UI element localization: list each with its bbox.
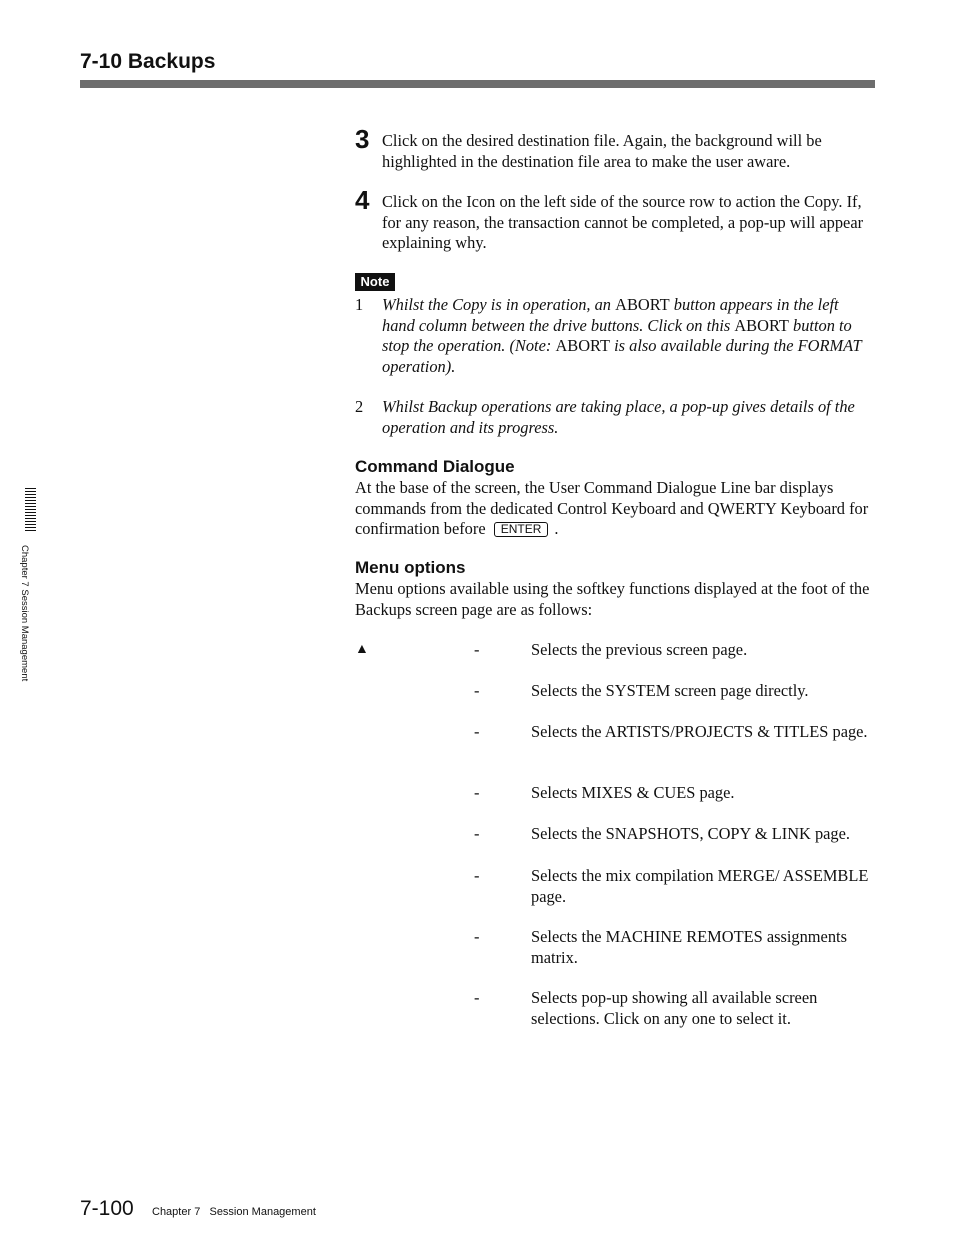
step-number-3: 3 bbox=[355, 124, 370, 154]
enter-key-icon: ENTER bbox=[494, 522, 549, 537]
note-1-part-4: is also available during the FORMAT operation). bbox=[382, 336, 862, 376]
note-text-1 bbox=[382, 295, 874, 377]
note-label: Note bbox=[355, 273, 395, 291]
menu-item-merge-assemble: Selects the mix compilation MERGE/ ASSEMBLE page. bbox=[531, 866, 869, 906]
note-number-2: 2 bbox=[355, 397, 364, 416]
command-dialogue-period: . bbox=[554, 519, 559, 538]
title-rule bbox=[80, 80, 875, 88]
step-number-4: 4 bbox=[355, 185, 370, 215]
note-1-abort-2: ABORT bbox=[734, 315, 789, 335]
menu-item-machine-remotes: Selects the MACHINE REMOTES assignments matrix. bbox=[531, 927, 847, 967]
note-1-abort-3: ABORT bbox=[555, 336, 611, 355]
note-number-1: 1 bbox=[355, 295, 364, 314]
menu-item-artists-projects-titles: Selects the ARTISTS/PROJECTS & TITLES page. bbox=[531, 722, 868, 741]
chapter-tab-marker bbox=[25, 488, 36, 534]
triangle-up-icon: ▲ bbox=[355, 642, 369, 657]
note-1-part-3: button to stop the operation. (Note: bbox=[382, 315, 852, 355]
note-1-abort-1: ABORT bbox=[615, 295, 670, 314]
menu-item-previous-page: Selects the previous screen page. bbox=[531, 640, 748, 659]
menu-item-snapshots-copy-link: Selects the SNAPSHOTS, COPY & LINK page. bbox=[531, 824, 851, 843]
menu-item-dash: - bbox=[474, 783, 480, 802]
side-chapter-label: Chapter 7 Session Management bbox=[19, 545, 30, 682]
menu-item-dash: - bbox=[474, 640, 480, 659]
command-dialogue-heading: Command Dialogue bbox=[355, 457, 515, 476]
menu-item-dash: - bbox=[474, 824, 480, 843]
menu-item-dash: - bbox=[474, 988, 480, 1007]
menu-item-all-screens: Selects pop-up showing all available screen selections. Click on any one to select it. bbox=[531, 988, 818, 1028]
menu-item-dash: - bbox=[474, 681, 480, 700]
menu-item-dash: - bbox=[474, 722, 480, 741]
command-dialogue-body bbox=[355, 478, 880, 540]
menu-item-system: Selects the SYSTEM screen page directly. bbox=[531, 681, 809, 700]
command-dialogue-text: At the base of the screen, the User Command Dialogue Line bar displays commands from the dedicated Control Keyboard and QWERTY Keyboard for confirmation before bbox=[355, 478, 869, 538]
step-text-4: Click on the Icon on the left side of the source row to action the Copy. If, for any reason, the transaction cannot be completed, a pop-up will appear explaining why. bbox=[382, 192, 864, 252]
note-1-part-2: button appears in the left hand column between the drive buttons. Click on this bbox=[382, 295, 839, 335]
page-number: 7-100 bbox=[80, 1197, 134, 1220]
note-2-text: Whilst Backup operations are taking place, a pop-up gives details of the operation and its progress. bbox=[382, 397, 855, 437]
step-text-3: Click on the desired destination file. Again, the background will be highlighted in the destination file area to make the user aware. bbox=[382, 131, 822, 171]
footer-chapter: Chapter 7 Session Management bbox=[152, 1206, 316, 1218]
menu-options-heading: Menu options bbox=[355, 558, 466, 577]
menu-item-dash: - bbox=[474, 866, 480, 885]
note-text-2 bbox=[382, 397, 874, 438]
menu-options-intro: Menu options available using the softkey functions displayed at the foot of the Backups screen page are as follows: bbox=[355, 579, 870, 619]
section-title: 7-10 Backups bbox=[80, 50, 216, 73]
note-1-part-1: Whilst the Copy is in operation, an bbox=[382, 295, 616, 314]
menu-item-mixes-cues: Selects MIXES & CUES page. bbox=[531, 783, 735, 802]
menu-item-dash: - bbox=[474, 927, 480, 946]
